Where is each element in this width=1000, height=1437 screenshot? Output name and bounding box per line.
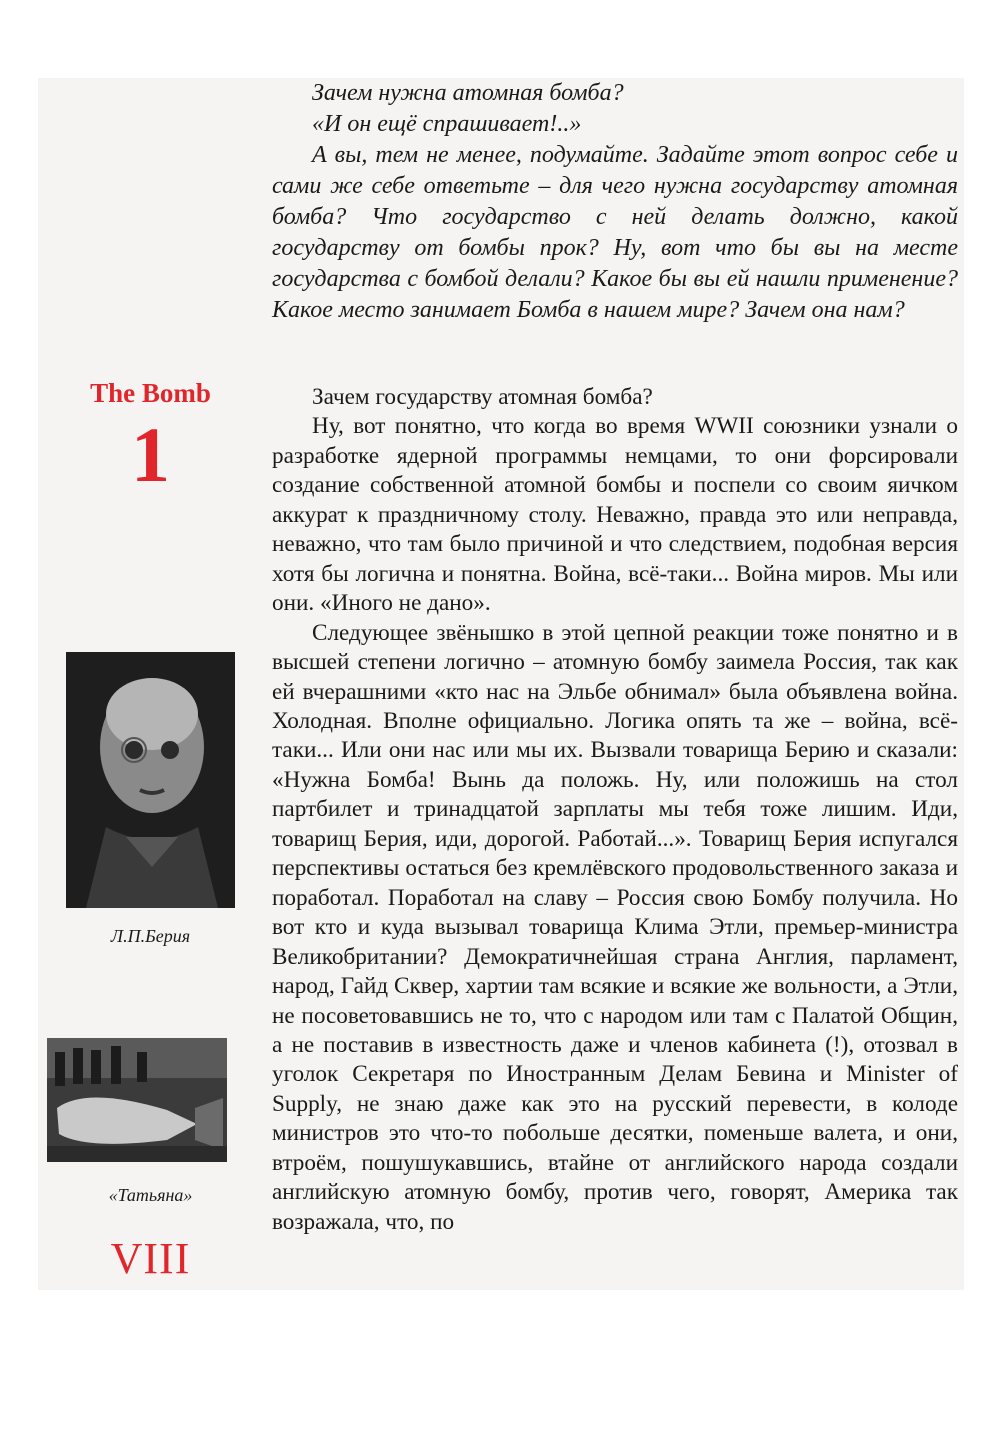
intro-question: Зачем нужна атомная бомба?: [312, 80, 624, 106]
chapter-title: The Bomb: [90, 378, 211, 408]
bomb-caption: «Татьяна»: [108, 1185, 193, 1205]
bomb-photo: [47, 1038, 227, 1162]
portrait-photo: [66, 652, 235, 908]
body-paragraph-2: Следующее звёнышко в этой цепной реакции тоже понятно и в высшей степени логично – атомную бомбу заимела Россия, так как ей вчерашними «кто нас на Эльбе обнимал» была объявлена война. Холодная. Вполне официально. Логика опять та же – война, всё-таки... Или они нас или мы их. Вызвали товарища Берию и сказали: «Нужна Бомба! Вынь да положь. Ну, или положишь на стол партбилет и тринадцатой зарплаты мы тебя тоже лишим. Иди, товарищ Берия, иди, дорогой. Работай...». Товарищ Берия испугался перспективы остаться без кремлёвского продовольственного заказа и поработал. Поработал на славу – Россия свою Бомбу получила. Но вот кто и куда вызывал товарища Клима Этли, премьер-министра Великобритании? Демократичнейшая страна Англия, парламент, народ, Гайд Сквер, хартии там всякие и всякие же вольности, а Этли, не посоветовавшись не то, что с народом или там с Палатой Общин, а не поставив в известность даже и членов кабинета (!), отозвал в уголок Секретаря по Иностранным Делам Бевина и Minister of Supply, не знаю даже как это на русский перевести, в колоде министров это что-то побольше десятки, поменьше валета, и они, втроём, пошушукавшись, втайне от английского народа создали английскую атомную бомбу, против чего, говорят, Америка так возражала, что, по: [272, 619, 958, 1235]
intro-reply: «И он ещё спрашивает!..»: [312, 111, 582, 137]
main-text: [272, 383, 958, 1237]
body-paragraph-1: Ну, вот понятно, что когда во время WWII союзники узнали о разработке ядерной программы немцами, то они форсировали создание собственной атомной бомбы и поспели со своим яичком аккурат к праздничному столу. Неважно, правда это или неправда, неважно, что там было причиной и что следствием, подобная версия хотя бы логична и понятна. Война, всё-таки... Война миров. Мы или они. «Иного не дано».: [272, 413, 958, 617]
section-question: Зачем государству атомная бомба?: [312, 384, 653, 410]
portrait-caption: Л.П.Берия: [110, 926, 191, 946]
page-number: VIII: [110, 1234, 191, 1283]
chapter-number: 1: [131, 411, 170, 498]
bomb-image: [47, 1038, 227, 1162]
intro-paragraph: А вы, тем не менее, подумайте. Задайте этот вопрос себе и сами же себе ответьте – для чего нужна государству атомная бомба? Что государство с ней делать должно, какой государству от бомбы прок? Ну, вот что бы вы на месте государства с бомбой делали? Какое бы вы ей нашли применение? Какое место занимает Бомба в нашем мире? Зачем она нам?: [272, 142, 958, 323]
portrait-image: [66, 652, 235, 908]
intro-section: [272, 78, 958, 326]
